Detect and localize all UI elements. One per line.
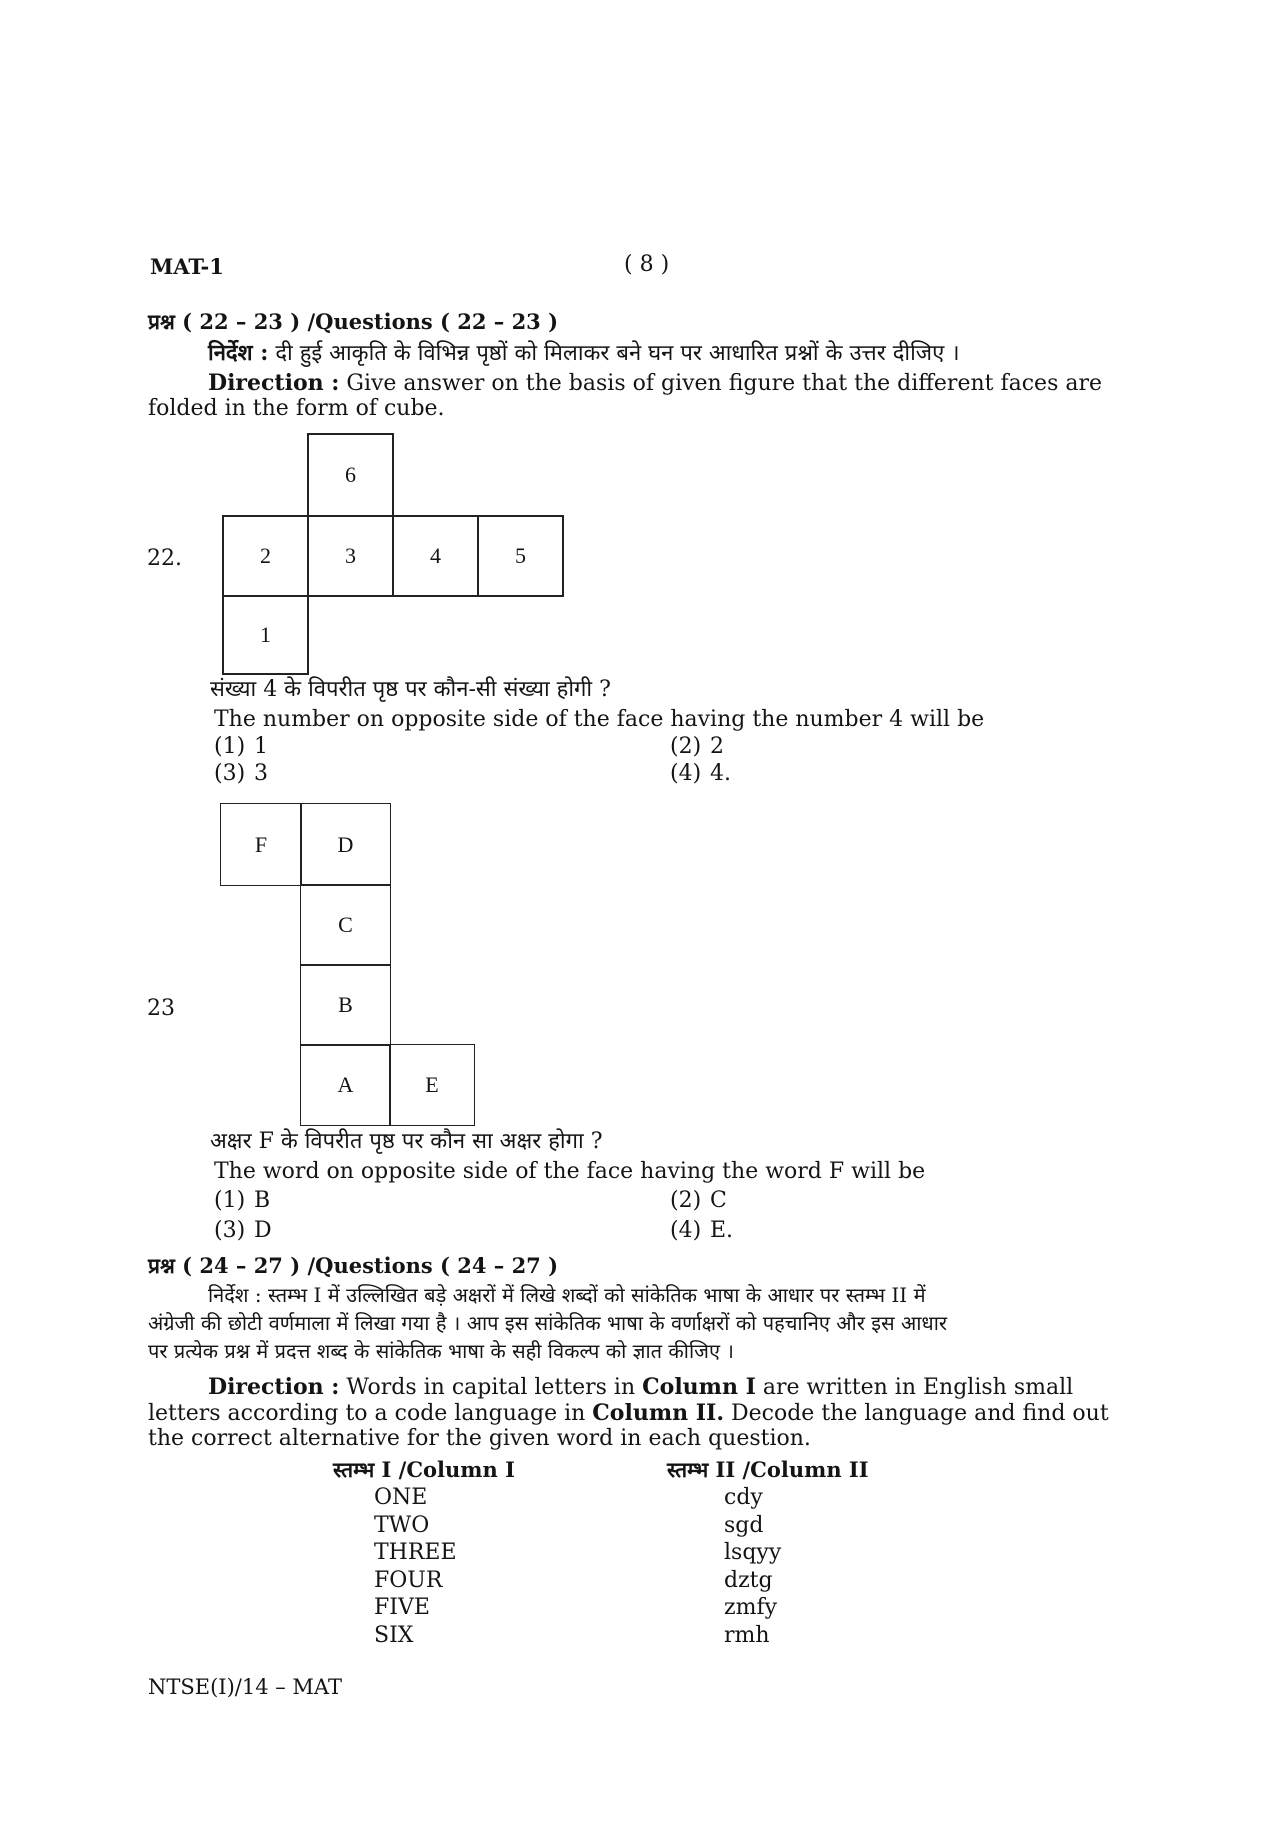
page-footer: NTSE(I)/14 – MAT	[148, 1675, 342, 1699]
column1-item: TWO	[374, 1512, 430, 1538]
q23-face: C	[300, 884, 391, 966]
q23-face: A	[300, 1044, 391, 1126]
column2-list	[724, 1484, 781, 1649]
column2-item: rmh	[724, 1622, 770, 1648]
q22-option: (3) 3	[214, 761, 268, 786]
english-direction-label: Direction :	[208, 370, 340, 396]
q23-face: D	[300, 803, 391, 886]
hindi-direction-text: दी हुई आकृति के विभिन्न पृष्ठों को मिलाकर बने घन पर आधारित प्रश्नों के उत्तर दीजिए ।	[268, 341, 960, 366]
q23-face: B	[300, 964, 391, 1046]
q23-option: (1) B	[214, 1188, 271, 1213]
q22-face: 3	[307, 515, 394, 597]
q23-option: (4) E.	[670, 1218, 734, 1243]
column2-item: zmfy	[724, 1595, 778, 1620]
english-direction-line1: Give answer on the basis of given figure that the different faces are	[339, 371, 1102, 396]
column1-item: SIX	[374, 1622, 414, 1648]
column1-item: FIVE	[374, 1595, 430, 1620]
q22-option: (1) 1	[214, 734, 268, 759]
q22-face: 6	[307, 433, 394, 517]
section2-heading: प्रश्न ( 24 – 27 ) /Questions ( 24 – 27 )	[148, 1253, 559, 1278]
column1-header: स्तम्भ I /Column I	[333, 1457, 515, 1482]
section2-hindi-line3: पर प्रत्येक प्रश्न में प्रदत्त शब्द के सांकेतिक भाषा के सही विकल्प को ज्ञात कीजिए ।	[148, 1339, 734, 1363]
column2-item: sgd	[724, 1512, 764, 1538]
q23-face: E	[389, 1044, 475, 1126]
q22-face: 5	[477, 515, 564, 597]
q23-option: (2) C	[670, 1188, 727, 1213]
section2-hindi-line2: अंग्रेजी की छोटी वर्णमाला में लिखा गया है । आप इस सांकेतिक भाषा के वर्णाक्षरों को पहचानिए और इस आधार	[148, 1311, 948, 1335]
column2-item: cdy	[724, 1485, 763, 1510]
q22-face: 4	[392, 515, 479, 597]
q22-hindi-question: संख्या 4 के विपरीत पृष्ठ पर कौन-सी संख्या होगी ?	[210, 677, 611, 702]
q22-option: (2) 2	[670, 734, 724, 759]
column1-list	[374, 1484, 457, 1649]
column1-item: THREE	[374, 1540, 457, 1565]
section1-hindi-direction	[208, 340, 1108, 367]
section2-hindi-line1: निर्देश : स्तम्भ I में उल्लिखित बड़े अक्षरों में लिखे शब्दों को सांकेतिक भाषा के आधार पर स्तम्भ II में	[208, 1283, 926, 1307]
q22-number: 22.	[147, 546, 182, 571]
section2-english-line1: Direction : Words in capital letters in Column I are written in English small	[208, 1374, 1074, 1400]
column2-item: dztg	[724, 1567, 773, 1593]
page-code: MAT-1	[150, 254, 224, 279]
column1-item: FOUR	[374, 1567, 443, 1593]
section2-english-line2: letters according to a code language in Column II. Decode the language and find out	[148, 1400, 1109, 1426]
english-direction-line2: folded in the form of cube.	[148, 396, 445, 421]
section1-heading: प्रश्न ( 22 – 23 ) /Questions ( 22 – 23 )	[148, 309, 559, 334]
column2-item: lsqyy	[724, 1540, 782, 1565]
q22-english-question: The number on opposite side of the face having the number 4 will be	[214, 707, 985, 732]
page-number: ( 8 )	[624, 252, 670, 277]
q23-option: (3) D	[214, 1218, 272, 1243]
section1-english-direction	[208, 370, 1158, 397]
column1-item: ONE	[374, 1485, 428, 1510]
q23-english-question: The word on opposite side of the face having the word F will be	[214, 1159, 926, 1184]
column2-header: स्तम्भ II /Column II	[667, 1457, 869, 1482]
q23-face: F	[220, 803, 302, 886]
q23-hindi-question: अक्षर F के विपरीत पृष्ठ पर कौन सा अक्षर होगा ?	[210, 1129, 603, 1154]
q22-option: (4) 4.	[670, 761, 731, 786]
q23-number: 23	[147, 996, 175, 1021]
q22-face: 1	[222, 595, 309, 675]
section2-english-line3: the correct alternative for the given word in each question.	[148, 1426, 811, 1451]
hindi-direction-label: निर्देश :	[208, 340, 269, 366]
q22-face: 2	[222, 515, 309, 597]
